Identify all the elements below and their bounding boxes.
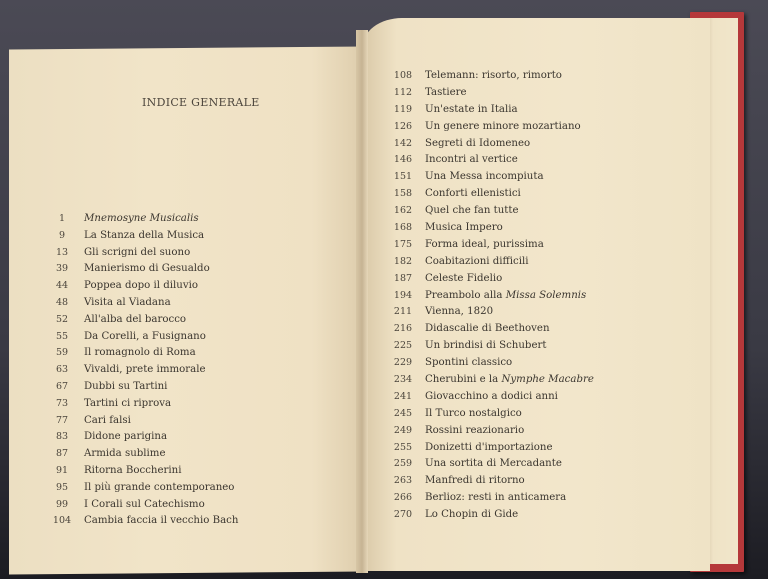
entry-title: All'alba del barocco	[84, 313, 187, 325]
entry-title: Il Turco nostalgico	[425, 407, 522, 419]
entry-title: Un brindisi di Schubert	[425, 340, 547, 352]
toc-entry	[381, 357, 594, 374]
toc-entry	[40, 431, 238, 448]
toc-entry	[40, 364, 238, 381]
toc-entry	[381, 306, 594, 323]
page-number: 99	[55, 498, 69, 510]
page-number: 39	[55, 263, 69, 275]
toc-entry	[381, 340, 594, 357]
page-number: 151	[393, 171, 413, 183]
toc-entry	[381, 138, 594, 155]
page-number: 1	[58, 213, 66, 224]
page-number: 241	[393, 390, 413, 402]
entry-title: Gli scrigni del suono	[84, 246, 191, 258]
entry-title: Ritorna Boccherini	[84, 464, 182, 476]
toc-entry	[40, 280, 238, 297]
page-number: 119	[393, 103, 413, 115]
entry-title-italic: Missa Solemnis	[505, 289, 587, 301]
entry-title: Didone parigina	[84, 431, 168, 443]
entry-title: Tastiere	[425, 86, 467, 98]
entry-title: I Corali sul Catechismo	[84, 498, 205, 510]
page-number: 9	[58, 229, 66, 241]
toc-entry	[381, 222, 594, 239]
page-number: 270	[393, 509, 413, 521]
entry-title: Musica Impero	[425, 222, 503, 234]
entry-title: Forma ideal, purissima	[425, 238, 544, 250]
page-number: 211	[393, 306, 413, 318]
page-number: 229	[393, 357, 413, 369]
toc-entry	[40, 515, 238, 532]
page-number: 182	[393, 255, 413, 267]
toc-entry	[381, 458, 594, 475]
page-number: 67	[55, 380, 69, 392]
toc-entry	[40, 398, 238, 415]
toc-entry	[40, 482, 238, 499]
book-gutter	[356, 30, 368, 573]
toc-entry	[381, 104, 594, 121]
toc-entry	[40, 263, 238, 280]
entry-title: Mnemosyne Musicalis	[84, 213, 199, 224]
entry-title: Poppea dopo il diluvio	[84, 280, 199, 292]
toc-entry	[381, 442, 594, 459]
toc-entry	[381, 256, 594, 273]
toc-entry	[381, 70, 594, 87]
page-number: 259	[393, 458, 413, 470]
page-number: 87	[55, 448, 69, 460]
entry-title: Manierismo di Gesualdo	[84, 263, 210, 275]
page-number: 13	[55, 246, 69, 258]
entry-title: Un'estate in Italia	[425, 103, 518, 115]
entry-title: Lo Chopin di Gide	[425, 509, 519, 521]
page-number: 108	[393, 70, 413, 81]
page-title: INDICE GENERALE	[142, 96, 260, 109]
page-number: 59	[55, 347, 69, 359]
page-number: 104	[52, 515, 72, 527]
page-number: 44	[55, 280, 69, 292]
toc-entry	[381, 205, 594, 222]
toc-entry	[381, 323, 594, 340]
toc-entry	[381, 290, 594, 307]
page-number: 168	[393, 222, 413, 234]
page-number: 91	[55, 464, 69, 476]
entry-title: Cherubini e la	[425, 374, 502, 386]
entry-title: Giovacchino a dodici anni	[425, 390, 558, 402]
toc-entry	[381, 171, 594, 188]
entry-title: Incontri al vertice	[425, 154, 518, 166]
page-number: 95	[55, 481, 69, 493]
page-number: 245	[393, 407, 413, 419]
entry-title: Manfredi di ritorno	[425, 475, 525, 487]
page-number: 63	[55, 364, 69, 376]
toc-entry	[381, 374, 594, 391]
entry-title: Cari falsi	[84, 414, 131, 426]
entry-title: Dubbi su Tartini	[84, 380, 168, 392]
page-number: 162	[393, 205, 413, 217]
toc-entry	[40, 448, 238, 465]
entry-title: Tartini ci riprova	[84, 397, 172, 409]
entry-title: Quel che fan tutte	[425, 205, 519, 217]
toc-entry	[40, 499, 238, 516]
entry-title: Spontini classico	[425, 357, 513, 369]
page-number: 77	[55, 414, 69, 426]
toc-entry	[40, 381, 238, 398]
page-number: 48	[55, 296, 69, 308]
toc-entry	[40, 314, 238, 331]
toc-entry	[381, 273, 594, 290]
entry-title: Donizetti d'importazione	[425, 441, 553, 453]
entry-title: Berlioz: resti in anticamera	[425, 492, 567, 504]
toc-entry	[381, 87, 594, 104]
page-number: 234	[393, 374, 413, 386]
entry-title: Coabitazioni difficili	[425, 255, 529, 267]
page-number: 112	[393, 86, 413, 98]
toc-entry	[381, 239, 594, 256]
toc-entry	[381, 475, 594, 492]
page-number: 146	[393, 154, 413, 166]
page-number: 216	[393, 323, 413, 335]
toc-entry	[40, 230, 238, 247]
toc-entry	[40, 297, 238, 314]
toc-entry	[381, 492, 594, 509]
page-number: 55	[55, 330, 69, 342]
page-number: 194	[393, 289, 413, 301]
toc-entry	[381, 391, 594, 408]
entry-title: Telemann: risorto, rimorto	[425, 70, 562, 81]
toc-list-right	[381, 70, 594, 526]
toc-entry	[381, 188, 594, 205]
toc-entry	[40, 247, 238, 264]
entry-title: Conforti ellenistici	[425, 188, 521, 200]
page-number: 266	[393, 492, 413, 504]
entry-title: Armida sublime	[84, 448, 166, 460]
toc-entry	[381, 509, 594, 526]
entry-title: La Stanza della Musica	[84, 229, 205, 241]
entry-title-italic: Nymphe Macabre	[501, 374, 594, 386]
entry-title: Da Corelli, a Fusignano	[84, 330, 206, 342]
page-number: 126	[393, 120, 413, 132]
entry-title: Vienna, 1820	[425, 306, 494, 318]
page-number: 175	[393, 238, 413, 250]
entry-title: Didascalie di Beethoven	[425, 323, 550, 335]
toc-entry	[381, 154, 594, 171]
entry-title: Un genere minore mozartiano	[425, 120, 581, 132]
page-number: 187	[393, 272, 413, 284]
entry-title: Segreti di Idomeneo	[425, 137, 531, 149]
entry-title: Vivaldi, prete immorale	[84, 364, 206, 376]
toc-entry	[40, 331, 238, 348]
entry-title: Cambia faccia il vecchio Bach	[84, 515, 239, 527]
entry-title: Visita al Viadana	[84, 296, 171, 308]
toc-entry	[40, 347, 238, 364]
page-number: 263	[393, 475, 413, 487]
entry-title: Una sortita di Mercadante	[425, 458, 562, 470]
page-number: 158	[393, 188, 413, 200]
entry-title: Una Messa incompiuta	[425, 171, 544, 183]
page-number: 142	[393, 137, 413, 149]
page-number: 225	[393, 340, 413, 352]
page-number: 249	[393, 424, 413, 436]
entry-title: Preambolo alla	[425, 289, 506, 301]
page-number: 52	[55, 313, 69, 325]
toc-list-left	[40, 213, 238, 532]
entry-title: Celeste Fidelio	[425, 272, 503, 284]
toc-entry	[40, 415, 238, 432]
toc-entry	[381, 408, 594, 425]
toc-entry	[381, 121, 594, 138]
entry-title: Rossini reazionario	[425, 424, 525, 436]
page-number: 73	[55, 397, 69, 409]
page-number: 83	[55, 431, 69, 443]
entry-title: Il più grande contemporaneo	[84, 481, 235, 493]
page-number: 255	[393, 441, 413, 453]
toc-entry	[40, 213, 238, 230]
entry-title: Il romagnolo di Roma	[84, 347, 196, 359]
toc-entry	[40, 465, 238, 482]
toc-entry	[381, 425, 594, 442]
